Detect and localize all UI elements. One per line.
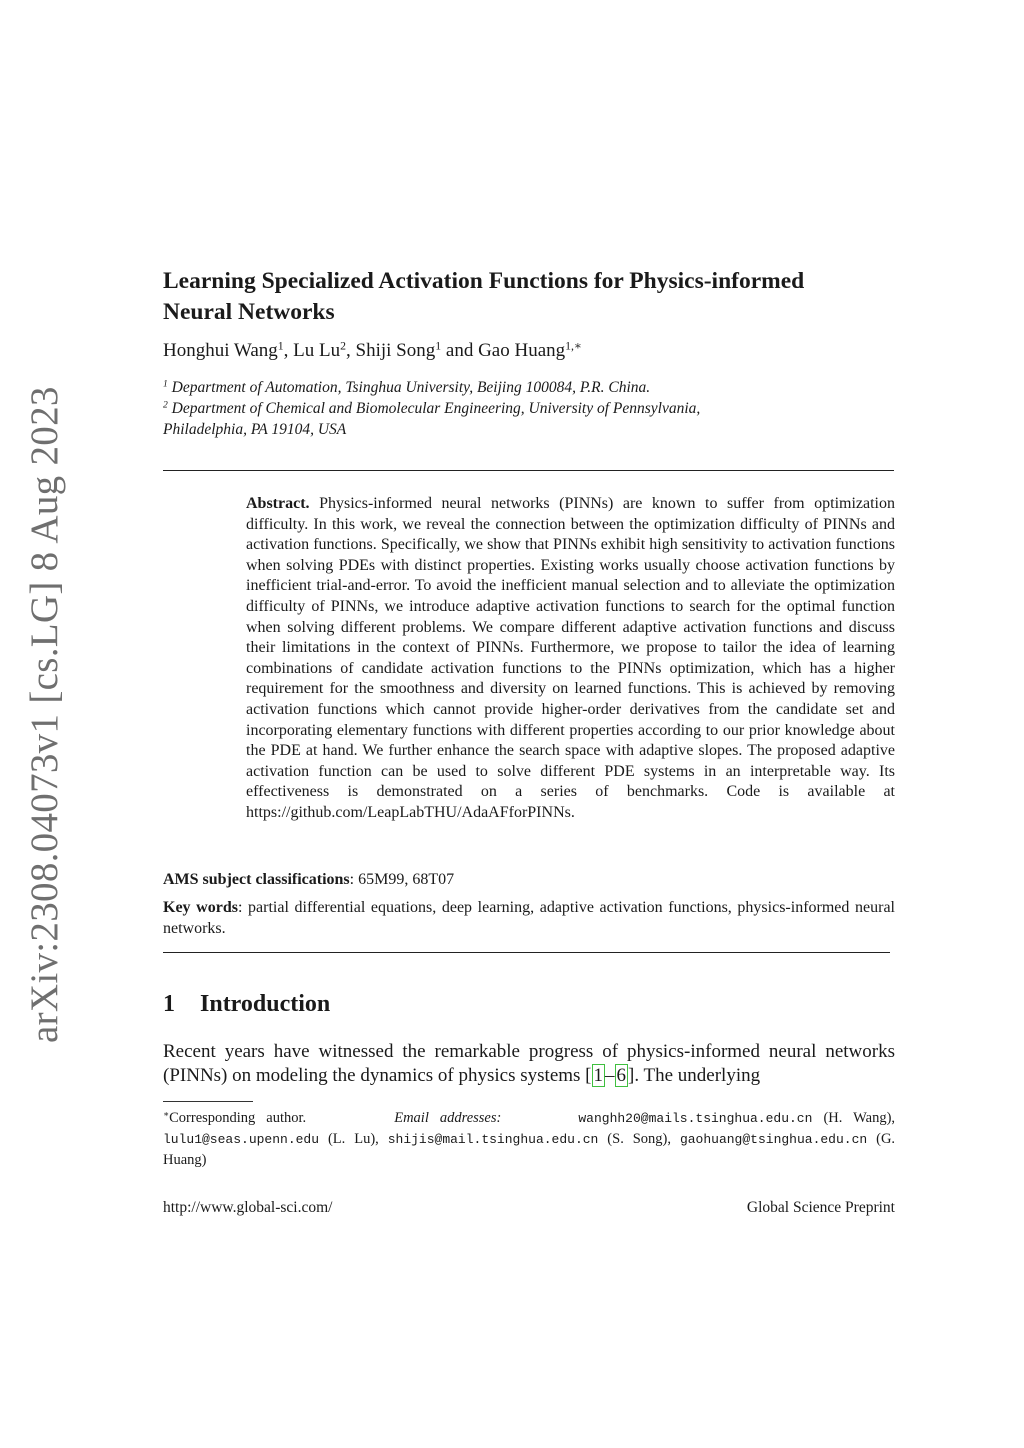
email-link[interactable]: wanghh20@mails.tsinghua.edu.cn (578, 1111, 813, 1126)
bottom-divider (163, 952, 890, 953)
ams-codes: : 65M99, 68T07 (349, 871, 455, 888)
section-title: Introduction (200, 991, 331, 1017)
email-link[interactable]: shijis@mail.tsinghua.edu.cn (387, 1132, 599, 1147)
abstract (246, 494, 895, 824)
arxiv-identifier-text: arXiv:2308.04073v1 [cs.LG] 8 Aug 2023 (23, 386, 66, 1043)
affiliation-text: Department of Chemical and Biomolecular Engineering, University of Pennsylvania, Philadelphia, PA 19104, USA (163, 400, 701, 438)
intro-paragraph (163, 1040, 895, 1088)
author-separator: , (283, 340, 294, 361)
citation-link[interactable]: 6 (616, 1065, 627, 1086)
keywords-label: Key words (163, 899, 238, 916)
affiliation-text: Department of Automation, Tsinghua University, Beijing 100084, P.R. China. (171, 379, 651, 396)
intro-text: Recent years have witnessed the remarkable progress of physics-informed neural networks (PINNs) on modeling the dynamics of physics systems [ (163, 1041, 895, 1086)
footer-brand: Global Science Preprint (746, 1199, 895, 1216)
citation-link[interactable]: 1 (593, 1065, 604, 1086)
email-label: Email addresses: (394, 1110, 502, 1126)
footer-url[interactable]: http://www.global-sci.com/ (163, 1199, 333, 1216)
author-affiliation-mark: 1 (277, 339, 284, 353)
affiliation-1 (163, 377, 763, 398)
keywords-text: : partial differential equations, deep learning, adaptive activation functions, physics-informed neural networks. (163, 899, 895, 937)
email-link[interactable]: gaohuang@tsinghua.edu.cn (679, 1132, 868, 1147)
author-list (163, 340, 582, 362)
top-divider (163, 470, 894, 471)
author-name: Lu Lu (293, 340, 341, 361)
author-name: Shiji Song (355, 340, 436, 361)
author-name: Honghui Wang (163, 340, 278, 361)
ams-label: AMS subject classifications (163, 871, 350, 888)
author-separator: and (441, 340, 479, 361)
section-number: 1 (163, 991, 175, 1017)
section-heading (163, 991, 330, 1018)
email-owner: (L. Lu), (327, 1131, 379, 1147)
abstract-text: Physics-informed neural networks (PINNs) are known to suffer from optimization difficulty. In this work, we reveal the connection between the optimization difficulty of PINNs and activation functions. Specifically, we show that PINNs exhibit high sensitivity to activation functions when solving PDEs with distinct properties. Existing works usually choose activation functions by inefficient trial-and-error. To avoid the inefficient manual selection and to alleviate the optimization difficulty of PINNs, we introduce adaptive activation functions to search for the optimal function when solving different problems. We compare different adaptive activation functions and discuss their limitations in the context of PINNs. Furthermore, we propose to tailor the idea of learning combinations of candidate activation functions to the PINNs optimization, which has a higher requirement for the smoothness and diversity on learned functions. This is achieved by removing activation functions which cannot provide higher-order derivatives from the candidate set and incorporating elementary functions with different properties according to our prior knowledge about the PDE at hand. We further enhance the search space with adaptive slopes. The proposed adaptive activation function can be used to solve different PDE systems in an interpretable way. Its effectiveness is demonstrated on a series of benchmarks. Code is available at https://github.com/LeapLabTHU/AdaAFforPINNs. (246, 495, 896, 821)
footnote-mark: ∗ (163, 1109, 170, 1120)
keywords (163, 898, 895, 939)
affiliation-mark: 2 (163, 399, 168, 411)
email-link[interactable]: lulu1@seas.upenn.edu (163, 1132, 320, 1147)
intro-text-continued: ]. The underlying (628, 1065, 761, 1086)
paper-title: Learning Specialized Activation Functions for Physics-informed Neural Networks (163, 268, 805, 325)
ams-classifications (163, 871, 454, 889)
footnote (163, 1108, 895, 1170)
author-affiliation-mark: 2 (340, 339, 347, 353)
footnote-label: Corresponding author. (169, 1110, 307, 1126)
author-separator: , (346, 340, 356, 361)
email-owner: (G. Huang) (163, 1131, 896, 1168)
email-owner: (S. Song), (607, 1131, 672, 1147)
citation-dash: – (605, 1065, 615, 1086)
footnote-divider (163, 1101, 253, 1102)
affiliation-2 (163, 398, 763, 440)
author-name: Gao Huang (478, 340, 566, 361)
author-affiliation-mark: 1 (435, 339, 442, 353)
email-owner: (H. Wang), (823, 1110, 896, 1126)
author-affiliation-mark: 1,∗ (565, 339, 582, 353)
abstract-label: Abstract. (246, 495, 310, 512)
affiliation-mark: 1 (163, 378, 168, 390)
